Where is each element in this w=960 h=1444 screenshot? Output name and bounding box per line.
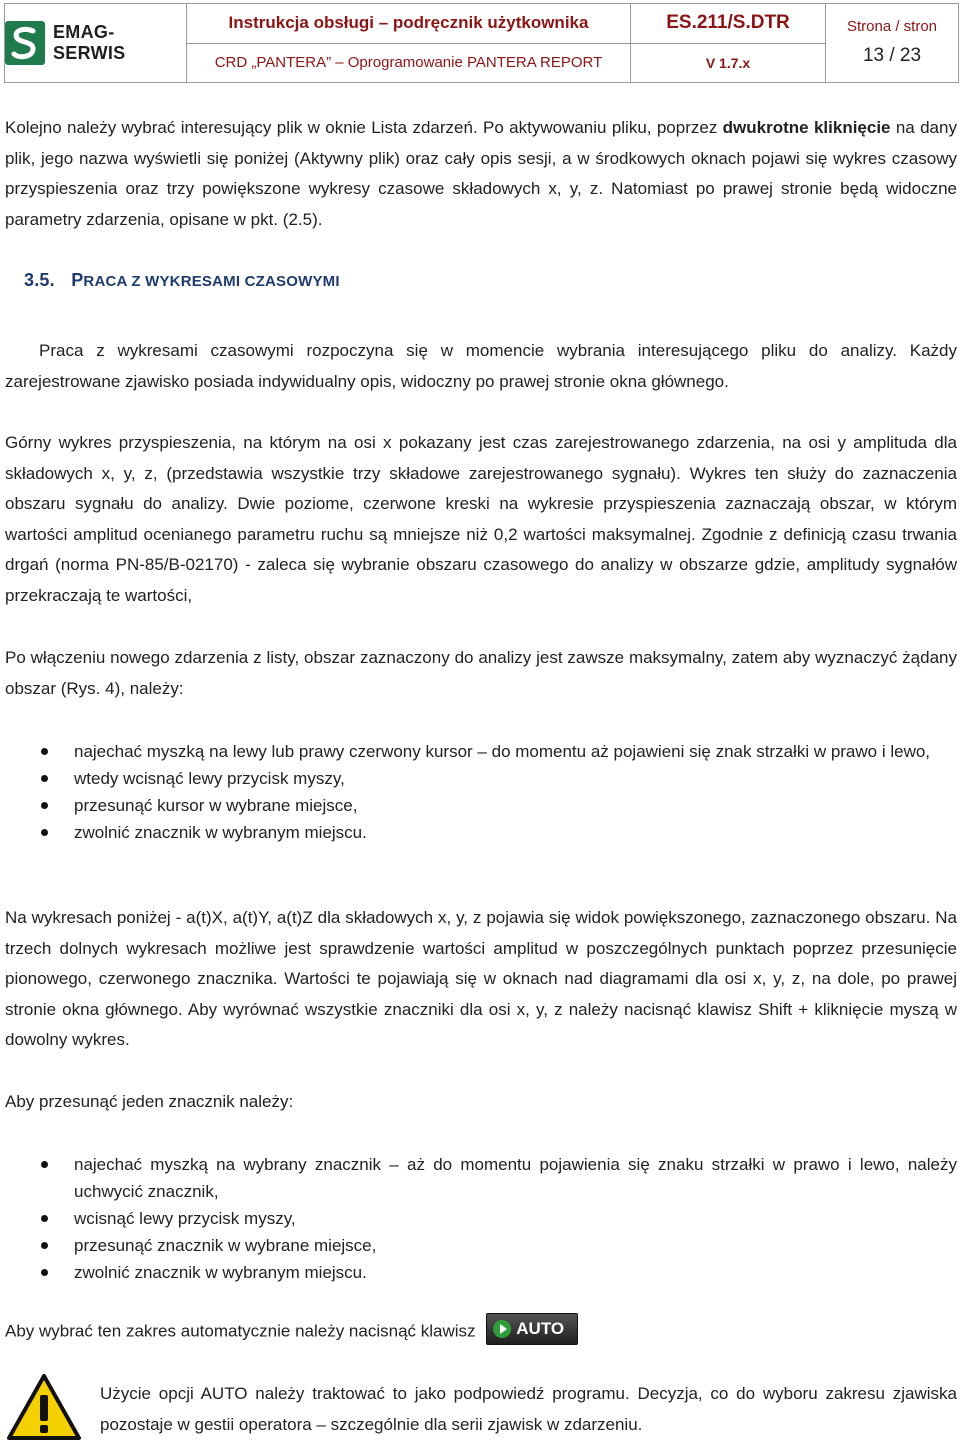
section-number: 3.5. (24, 270, 55, 290)
auto-button[interactable] (486, 1313, 578, 1345)
logo-text: EMAG-SERWIS (53, 22, 126, 63)
code-cell (631, 4, 826, 82)
paragraph-intro-text-b: na dany plik, jego nazwa wyświetli się poniżej (Aktywny plik) oraz cały opis sesji, a w środkowych oknach pojawi się wykres czasowy przyspieszenia oraz trzy powiększone wykresy czasowe składowych x, y, z. Natomiast po prawej stronie będą widoczne parametry zdarzenia, opisane w pkt. (2.5). (5, 118, 957, 229)
paragraph-work-start: Praca z wykresami czasowymi rozpoczyna się w momencie wybrania interesującego pliku do analizy. Każdy zarejestrowane zjawisko posiada indywidualny opis, widoczny po prawej stronie okna głównego. (5, 341, 957, 391)
document-header (4, 3, 959, 83)
document-code: ES.211/S.DTR (631, 4, 825, 44)
list-item: zwolnić znacznik w wybranym miejscu. (5, 819, 957, 846)
paragraph-move-marker: Aby przesunąć jeden znacznik należy: (5, 1092, 294, 1111)
title-cell (187, 4, 631, 82)
list-item: najechać myszką na lewy lub prawy czerwony kursor – do momentu aż pojawieni się znak strzałki w prawo i lewo, (5, 738, 957, 765)
section-heading (24, 270, 340, 291)
section-title-initial: P (71, 270, 84, 290)
list-item: zwolnić znacznik w wybranym miejscu. (5, 1259, 957, 1286)
section-title: RACA Z WYKRESAMI CZASOWYMI (83, 273, 340, 290)
document-subtitle: CRD „PANTERA” – Oprogramowanie PANTERA REPORT (214, 54, 603, 72)
warning-note: Użycie opcji AUTO należy traktować to jako podpowiedź programu. Decyzja, co do wyboru zakresu zjawiska pozostaje w gestii operatora – szczególnie dla serii zjawisk w zdarzeniu. (100, 1384, 957, 1434)
emag-logo-icon (5, 21, 45, 65)
warning-triangle-icon (6, 1373, 82, 1441)
list-item: wtedy wcisnąć lewy przycisk myszy, (5, 765, 957, 792)
list-item: przesunąć kursor w wybrane miejsce, (5, 792, 957, 819)
logo-cell (5, 4, 187, 82)
list-cursor-steps (5, 738, 957, 846)
page-cell (826, 4, 958, 82)
paragraph-intro-bold: dwukrotne kliknięcie (722, 118, 891, 137)
paragraph-lower-charts: Na wykresach poniżej - a(t)X, a(t)Y, a(t)Z dla składowych x, y, z pojawia się widok powiększonego, zaznaczonego obszaru. Na trzech dolnych wykresach możliwe jest sprawdzenie wartości amplitud w poszczególnych punktach poprzez przesunięcie pionowego, czerwonego znacznika. Wartości te pojawiają się w oknach nad diagramami dla osi x, y, z, na dole, po prawej stronie okna głównego. Aby wyrównać wszystkie znaczniki dla osi x, y, z należy nacisnąć klawisz Shift + kliknięcie myszą w dowolny wykres. (5, 908, 957, 1049)
paragraph-auto (5, 1316, 957, 1348)
document-title: Instrukcja obsługi – podręcznik użytkownika (187, 4, 630, 44)
document-version: V 1.7.x (705, 54, 751, 71)
list-item: przesunąć znacznik w wybrane miejsce, (5, 1232, 957, 1259)
paragraph-intro-text-a: Kolejno należy wybrać interesujący plik w oknie Lista zdarzeń. Po aktywowaniu pliku, poprzez (5, 118, 723, 137)
list-item: najechać myszką na wybrany znacznik – aż do momentu pojawienia się znaku strzałki w prawo i lewo, należy uchwycić znacznik, (5, 1151, 957, 1205)
paragraph-intro (5, 113, 957, 235)
paragraph-upper-chart: Górny wykres przyspieszenia, na którym na osi x pokazany jest czas zarejestrowanego zdarzenia, na osi y amplituda dla składowych x, y, z, (przedstawia wszystkie trzy składowe zarejestrowanego sygnału). Wykres ten służy do zaznaczenia obszaru sygnału do analizy. Dwie poziome, czerwone kreski na wykresie przyspieszenia zaznaczają obszar, w którym wartości amplitud ocenianego parametru ruchu są mniejsze niż 0,2 wartości maksymalnej. Zgodnie z definicją czasu trwania drgań (norma PN-85/B-02170) - zaleca się wybranie obszaru czasowego do analizy w obszarze gdzie, amplitudy sygnałów przekraczają te wartości, (5, 433, 957, 605)
page-label: Strona / stron (846, 18, 938, 35)
list-marker-steps (5, 1151, 957, 1286)
paragraph-new-event: Po włączeniu nowego zdarzenia z listy, obszar zaznaczony do analizy jest zawsze maksymalny, zatem aby wyznaczyć żądany obszar (Rys. 4), należy: (5, 648, 957, 698)
play-icon (493, 1320, 511, 1338)
auto-button-label: AUTO (516, 1318, 565, 1338)
page-number: 13 / 23 (862, 45, 922, 66)
list-item: wcisnąć lewy przycisk myszy, (5, 1205, 957, 1232)
paragraph-auto-text: Aby wybrać ten zakres automatycznie należy nacisnąć klawisz (5, 1321, 476, 1341)
